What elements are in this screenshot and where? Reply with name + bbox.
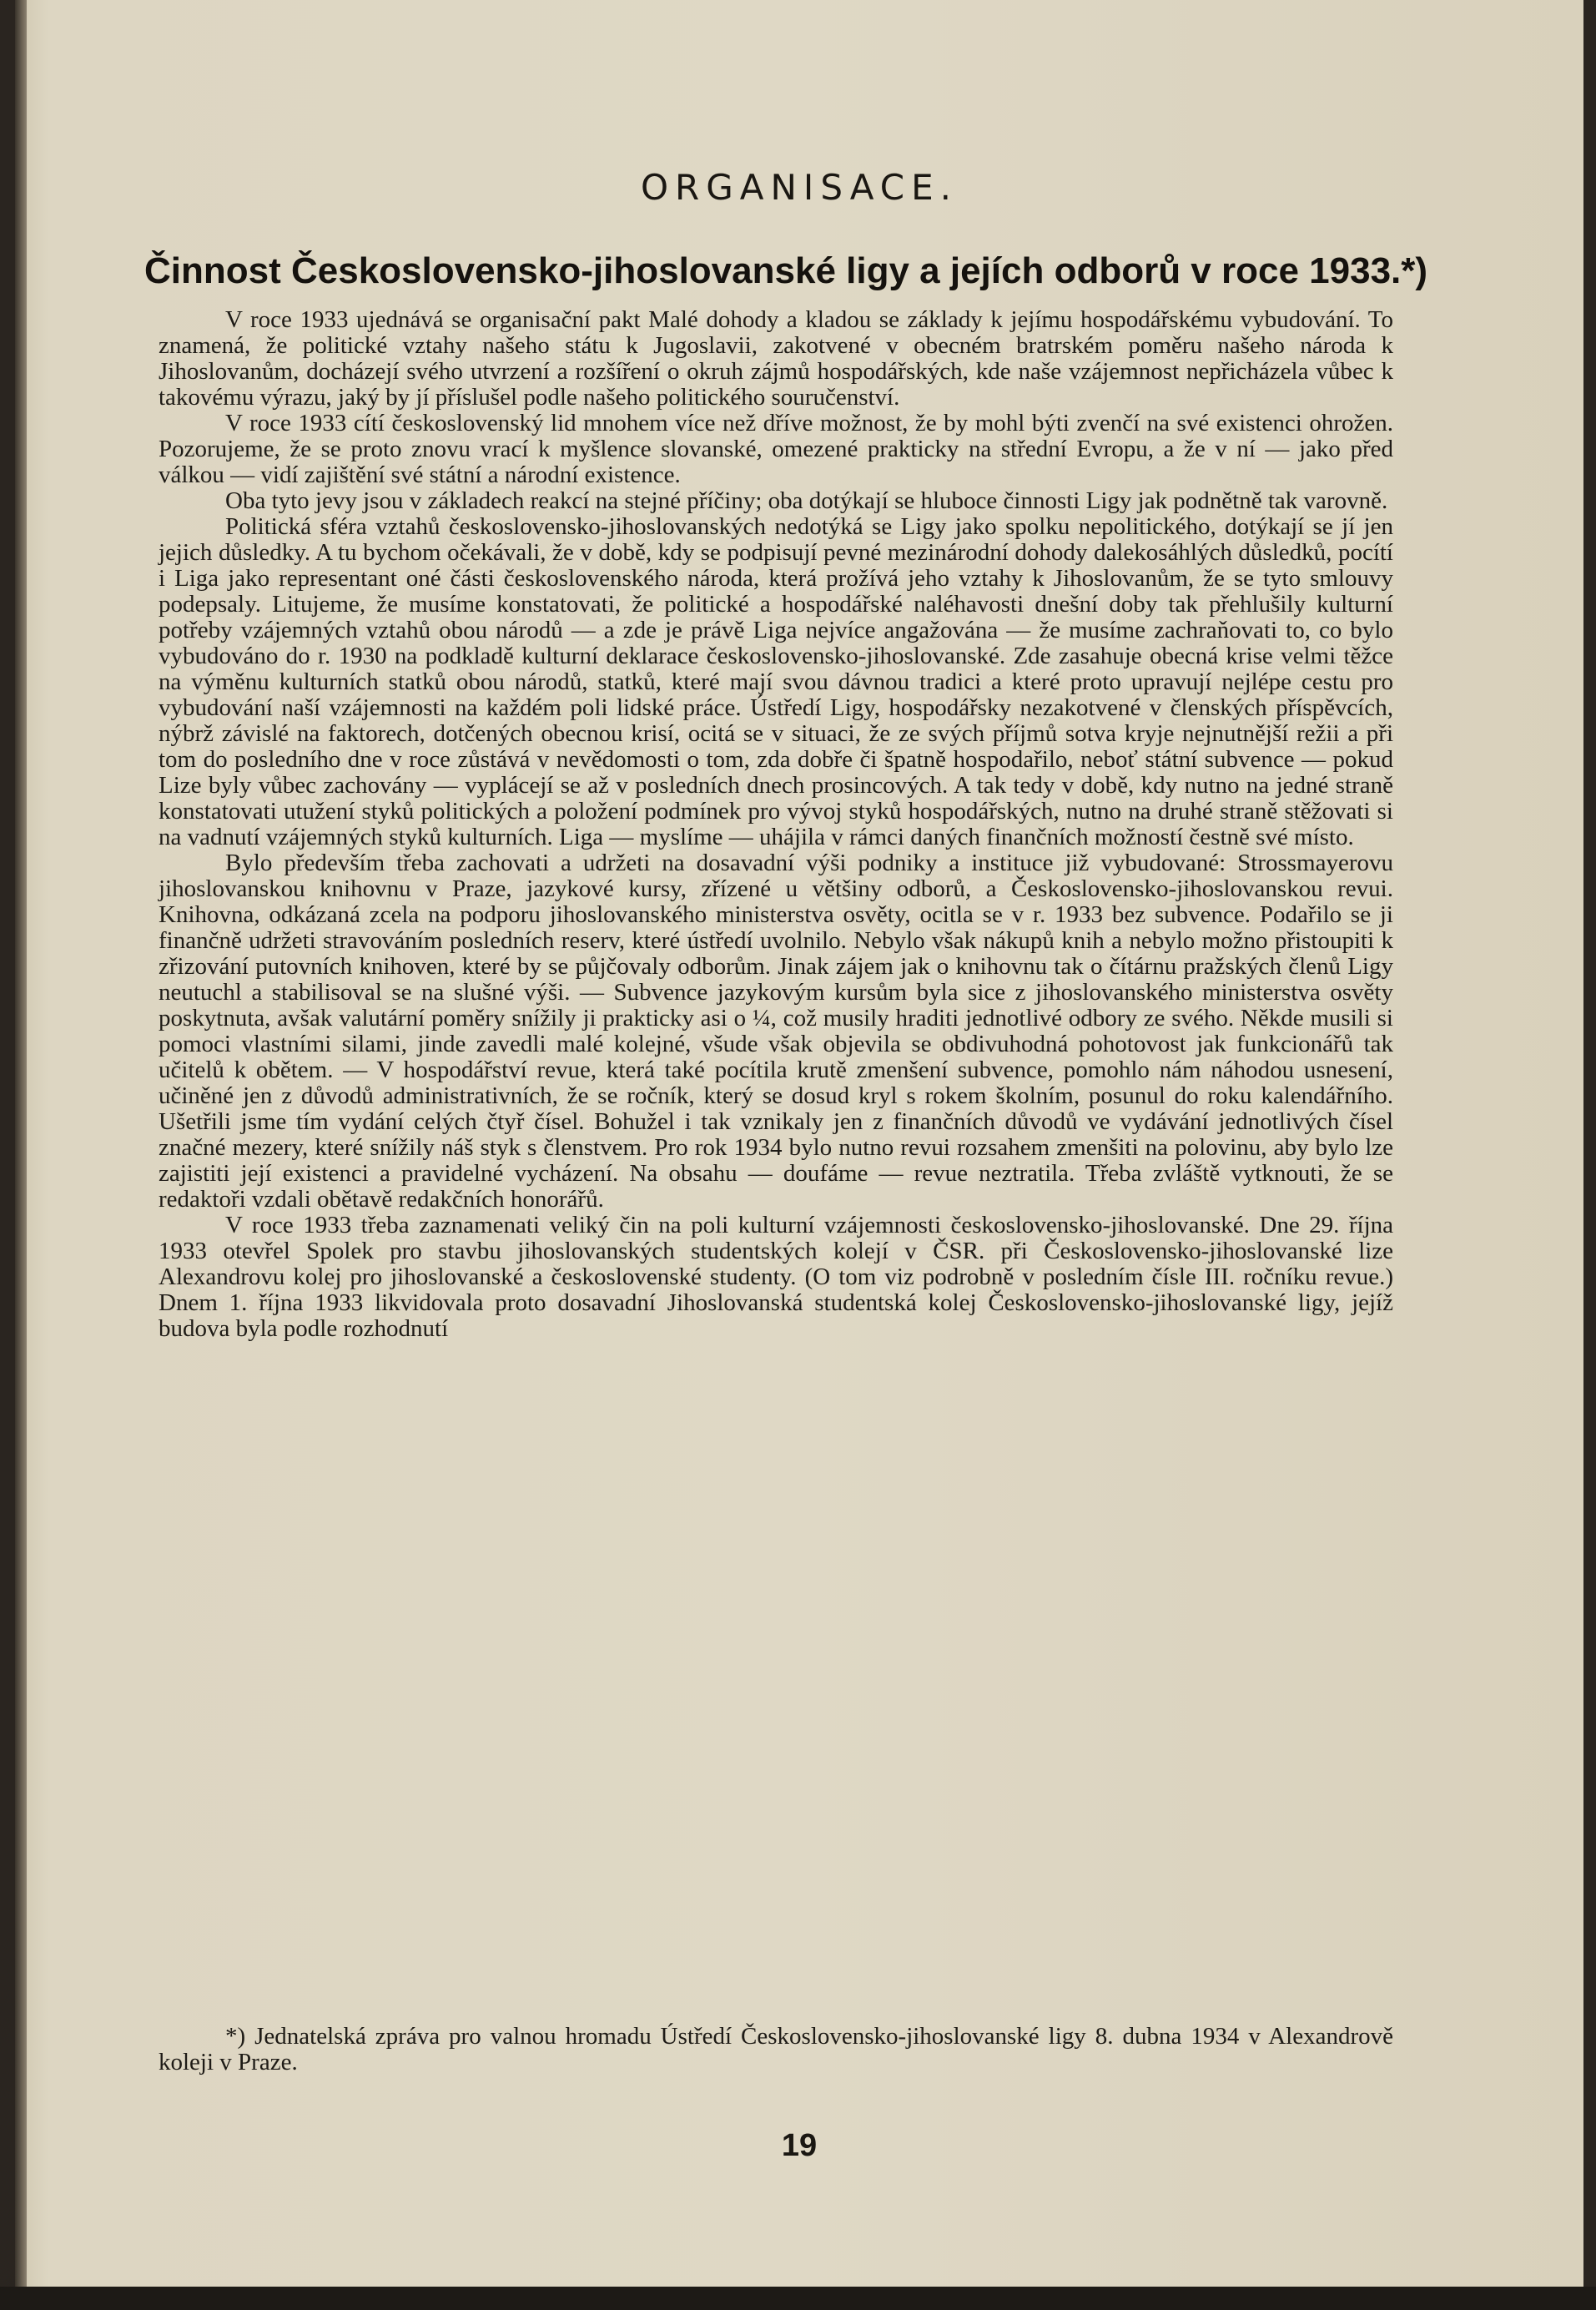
paragraph: V roce 1933 cítí československý lid mnohem více než dříve možnost, že by mohl býti zvenčí na své existenci ohrožen. Pozorujeme, že se proto znovu vrací k myšlence slovanské, omezené prakticky na střední Evropu, a že v ní — jako před válkou — vidí zajištění své státní a národní existence.	[159, 410, 1393, 488]
paragraph: Bylo především třeba zachovati a udržeti na dosavadní výši podniky a instituce již vybudované: Strossmayerovu jihoslovanskou knihovnu v Praze, jazykové kursy, zřízené u většiny odborů, a Československo-jihoslovanskou revui. Knihovna, odkázaná zcela na podporu jihoslovanského ministerstva osvěty, ocitla se v r. 1933 bez subvence. Podařilo se ji finančně udržeti stravováním posledních reserv, které ústředí uvolnilo. Nebylo však nákupů knih a nebylo možno přistoupiti k zřizování putovních knihoven, které by se půjčovaly odborům. Jinak zájem jak o knihovnu tak o čítárnu pražských členů Ligy neutuchl a stabilisoval se na slušné výši. — Subvence jazykovým kursům byla sice z jihoslovanského ministerstva osvěty poskytnuta, avšak valutární poměry snížily ji prakticky asi o ¼, což musily hraditi jednotlivé odbory ze svého. Někde musili si pomoci vlastními silami, jinde zavedli malé kolejné, všude však objevila se obdivuhodná pohotovost jak funkcionářů tak učitelů k obětem. — V hospodářství revue, která také pocítila krutě zmenšení subvence, pomohlo nám náhodou usnesení, učiněné jen z důvodů administrativních, že se ročník, který se dosud kryl s rokem školním, posunul do roku kalendářního. Ušetřili jsme tím vydání celých čtyř čísel. Bohužel i tak vznikaly jen z finančních důvodů ve vydávání jednotlivých čísel značné mezery, které snížily náš styk s členstvem. Pro rok 1934 bylo nutno revui rozsahem zmenšiti na polovinu, aby bylo lze zajistiti její existenci a pravidelné vycházení. Na obsahu — doufáme — revue neztratila. Třeba zvláště vytknouti, že se redaktoři vzdali obětavě redakčních honorářů.	[159, 850, 1393, 1213]
paragraph: V roce 1933 třeba zaznamenati veliký čin na poli kulturní vzájemnosti československo-jihoslovanské. Dne 29. října 1933 otevřel Spolek pro stavbu jihoslovanských studentských kolejí v ČSR. při Československo-jihoslovanské lize Alexandrovu kolej pro jihoslovanské a československé studenty. (O tom viz podrobně v posledním čísle III. ročníku revue.) Dnem 1. října 1933 likvidovala proto dosavadní Jihoslovanská studentská kolej Československo-jihoslovanské ligy, jejíž budova byla podle rozhodnutí	[159, 1212, 1393, 1342]
book-spine-shadow	[15, 0, 27, 2287]
document-page	[15, 0, 1583, 2287]
paragraph: V roce 1933 ujednává se organisační pakt Malé dohody a kladou se základy k jejímu hospodářskému vybudování. To znamená, že politické vztahy našeho státu k Jugoslavii, zakotvené v obecném bratrském poměru našeho národa k Jihoslovanům, docházejí svého utvrzení a rozšíření o okruh zájmů hospodářských, kde naše vzájemnost nepřicházela vůbec k takovému výrazu, jaký by jí příslušel podle našeho politického souručenství.	[159, 306, 1393, 411]
article-title: Činnost Československo-jihoslovanské ligy a jejích odborů v roce 1933.*)	[144, 250, 1428, 291]
footnote: *) Jednatelská zpráva pro valnou hromadu Ústředí Československo-jihoslovanské ligy 8. dubna 1934 v Alexandrově koleji v Praze.	[159, 2023, 1393, 2075]
scan-bottom-edge	[0, 2287, 1596, 2310]
article-body	[159, 307, 1393, 1342]
paragraph: Oba tyto jevy jsou v základech reakcí na stejné příčiny; oba dotýkají se hluboce činnosti Ligy jak podnětně tak varovně.	[225, 487, 1388, 514]
paragraph: Politická sféra vztahů československo-jihoslovanských nedotýká se Ligy jako spolku nepolitického, dotýkají se jí jen jejich důsledky. A tu bychom očekávali, že v době, kdy se podpisují pevné mezinárodní dohody dalekosáhlých důsledků, pocítí i Liga jako representant oné části československého národa, která prožívá jeho vztahy k Jihoslovanům, že se tyto smlouvy podepsaly. Litujeme, že musíme konstatovati, že politické a hospodářské naléhavosti dnešní doby tak přehlušily kulturní potřeby vzájemných vztahů obou národů — a zde je právě Liga nejvíce angažována — že musíme zachraňovati to, co bylo vybudováno do r. 1930 na podkladě kulturní deklarace československo-jihoslovanské. Zde zasahuje obecná krise velmi těžce na výměnu kulturních statků obou národů, statků, které mají svou dávnou tradici a které proto upravují nejlépe cestu pro vybudování naší vzájemnosti na každém poli lidské práce. Ústředí Ligy, hospodářsky nezakotvené v členských příspěvcích, nýbrž závislé na faktorech, dotčených obecnou krisí, ocitá se v situaci, že ze svých příjmů sotva kryje nejnutnější režii a při tom do posledního dne v roce zůstává v nevědomosti o tom, zda dobře či špatně hospodařilo, neboť státní subvence — pokud Lize byly vůbec zachovány — vyplácejí se až v posledních dnech prosincových. A tak tedy v době, kdy nutno na jedné straně konstatovati utužení styků politických a položení podmínek pro vývoj styků hospodářských, nutno na druhé straně stěžovati si na vadnutí vzájemných styků kulturních. Liga — myslíme — uhájila v rámci daných finančních možností čestně své místo.	[159, 513, 1393, 850]
section-heading: ORGANISACE.	[641, 167, 958, 208]
page-number: 19	[781, 2128, 818, 2163]
